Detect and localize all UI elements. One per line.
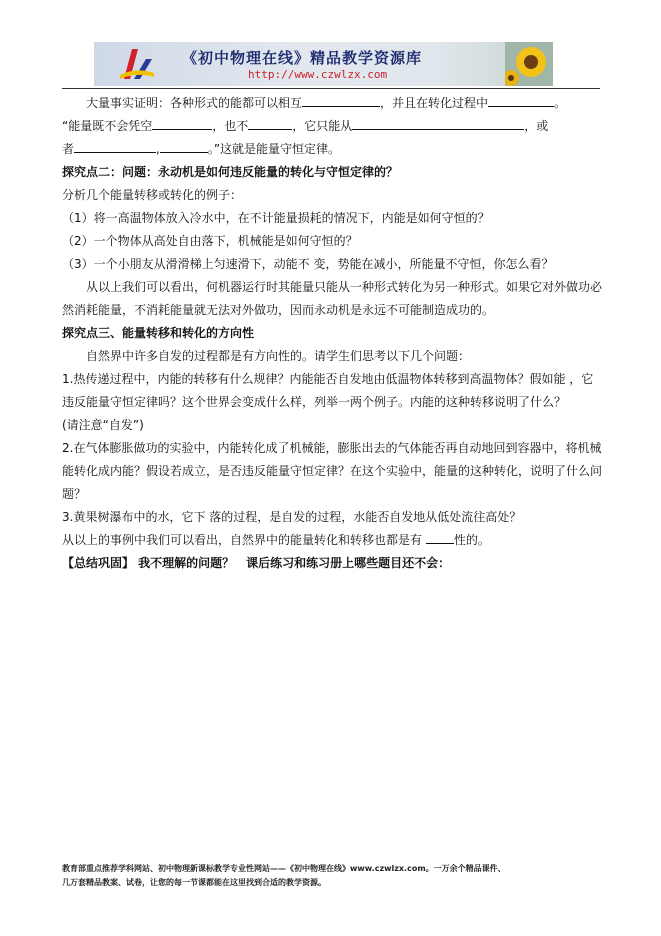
text-segment: ，它只能从	[292, 119, 353, 133]
banner-title: 《初中物理在线》精品教学资源库	[182, 49, 423, 67]
footer-line-2: 几万套精品教案、试卷，让您的每一节课都能在这里找到合适的教学资源。	[62, 878, 326, 887]
header-rule	[62, 88, 600, 89]
text-segment: 。”这就是能量守恒定律。	[207, 142, 341, 156]
section-heading-2: 探究点二：问题：永动机是如何违反能量的转化与守恒定律的？	[62, 165, 399, 179]
examples-intro: 分析几个能量转移或转化的例子：	[62, 188, 243, 202]
section3-intro: 自然界中许多自发的过程都是有方向性的。请学生们思考以下几个问题：	[86, 349, 471, 363]
fill-blank[interactable]	[248, 115, 292, 130]
question-3: 3.黄果树瀑布中的水，它下 落的过程，是自发的过程，水能否自发地从低处流往高处？	[62, 510, 522, 524]
paragraph-perpetual-motion: 从以上我们可以看出，何机器运行时其能量只能从一种形式转化为另一种形式。如果它对外做功必然消耗能量，不消耗能量就无法对外做功，因而永动机是永远不可能制造成功的。	[62, 280, 603, 317]
text-segment: 从以上的事例中我们可以看出，自然界中的能量转化和转移也都是有	[62, 533, 426, 547]
example-item-2: （2）一个物体从高处自由落下，机械能是如何守恒的？	[62, 234, 358, 248]
sunflower-image	[505, 42, 553, 86]
summary-heading: 【总结巩固】 我不理解的问题？ 课后练习和练习册上哪些题目还不会：	[62, 556, 451, 570]
site-logo-icon	[116, 45, 156, 83]
paragraph-direction-conclusion	[62, 529, 602, 552]
example-item-1: （1）将一高温物体放入冷水中，在不计能量损耗的情况下，内能是如何守恒的？	[62, 211, 490, 225]
text-segment: “能量既不会凭空	[62, 119, 153, 133]
text-segment: 大量事实证明：各种形式的能都可以相互	[86, 96, 303, 110]
paragraph-conservation-law	[62, 115, 602, 138]
fill-blank[interactable]	[426, 529, 454, 544]
paragraph-energy-conversion	[62, 92, 602, 115]
question-2: 2.在气体膨胀做功的实验中，内能转化成了机械能，膨胀出去的气体能否再自动地回到容器中，将机械能转化成内能？假设若成立，是否违反能量守恒定律？在这个实验中，能量的这种转化，说明了什么问题？	[62, 441, 603, 501]
question-1: 1.热传递过程中，内能的转移有什么规律？内能能否自发地由低温物体转移到高温物体？假如能 ，它违反能量守恒定律吗？这个世界会变成什么样，列举一两个例子。内能的这种转移说明了什么？	[62, 372, 594, 409]
fill-blank[interactable]	[160, 138, 208, 153]
page-footer	[62, 862, 622, 890]
fill-blank[interactable]	[152, 115, 212, 130]
text-segment: ，并且在转化过程中	[380, 96, 489, 110]
text-segment: 者	[62, 142, 75, 156]
text-segment: ，也不	[212, 119, 249, 133]
banner-url: http://www.czwlzx.com	[248, 68, 388, 81]
fill-blank[interactable]	[302, 92, 380, 107]
header-banner	[94, 42, 553, 86]
text-segment: 性的。	[453, 533, 490, 547]
fill-blank[interactable]	[488, 92, 554, 107]
fill-blank[interactable]	[74, 138, 156, 153]
fill-blank[interactable]	[352, 115, 524, 130]
document-body	[62, 92, 602, 575]
section-heading-3: 探究点三、能量转移和转化的方向性	[62, 326, 255, 340]
text-segment: ，或	[524, 119, 549, 133]
example-item-3: （3）一个小朋友从滑滑梯上匀速滑下，动能不 变，势能在减小，所能量不守恒，你怎么看？	[62, 257, 554, 271]
text-segment: 。	[554, 96, 567, 110]
paragraph-conservation-law-cont	[62, 138, 602, 161]
text-segment: ,	[156, 142, 160, 156]
footer-line-1: 教育部重点推荐学科网站、初中物理新课标教学专业性网站——《初中物理在线》www.czwlzx.com。一万余个精品课件、	[62, 864, 506, 873]
question-1-note: (请注意“自发”)	[62, 418, 144, 432]
